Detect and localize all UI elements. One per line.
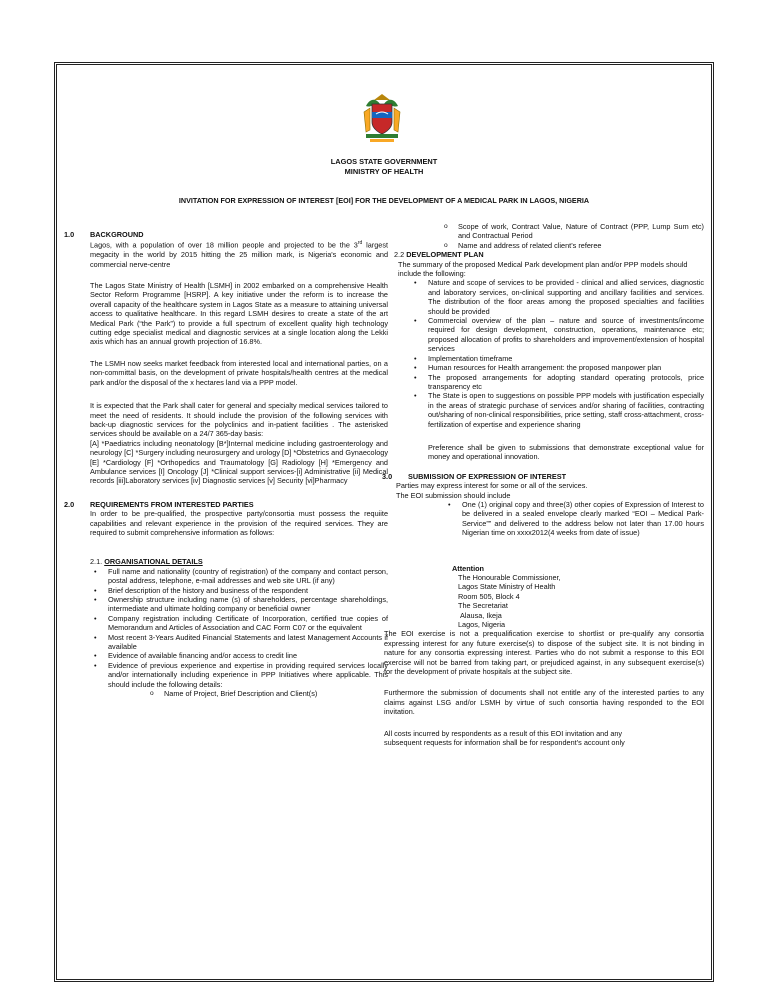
list-item: • Full name and nationality (country of registration) of the company and contact person, postal address, telephone, e-mail addresses and web site URL (if any) xyxy=(90,567,388,586)
section-heading: REQUIREMENTS FROM INTERESTED PARTIES xyxy=(90,499,254,509)
list-item: • Human resources for Health arrangement: the proposed manpower plan xyxy=(410,363,704,372)
list-item: • Implementation timeframe xyxy=(410,354,704,363)
paragraph: In order to be pre-qualified, the prospective party/consortia must possess the requiite capabilities and relevant experience in the provision of the required services. They are required to submit comprehensive information as follows: xyxy=(90,509,388,537)
paragraph: Parties may express interest for some or all of the services. xyxy=(396,481,588,491)
address-line: The Secretariat xyxy=(458,601,508,611)
list-item: • One (1) original copy and three(3) other copies of Expression of Interest to be delivered in a sealed envelope clearly marked “EOI – Medical Park-Service”” and delivered to the address below not later than 17.00 hours Nigerian time on xxxx2012(4 weeks from date of issue) xyxy=(444,500,704,538)
paragraph: Furthermore the submission of documents shall not entitle any of the interested parties to any claims against LSG and/or LSMH by virtue of such consortia having responded to the EOI invitation. xyxy=(384,688,704,717)
right-column xyxy=(384,222,704,748)
list-item: • Brief description of the history and business of the respondent xyxy=(90,586,388,595)
list-item: • Evidence of available financing and/or access to credit line xyxy=(90,651,388,660)
paragraph: The summary of the proposed Medical Park development plan and/or PPP models should include the following: xyxy=(398,259,688,279)
address-line: Alausa, Ikeja xyxy=(460,610,502,620)
address-line: Room 505, Block 4 xyxy=(458,591,520,601)
paragraph: The EOI exercise is not a prequalification exercise to shortlist or pre-qualify any consortia expressing interest for any future exercise(s) to dispose of the subject site. It is not binding in nature for any consortia expressing interest. Parties who do not submit a response to this EOI exercise will not be barred from taking part, or prejudiced against, in any subsequent exercise(s) for the development of private hospitals at the subject site. xyxy=(384,629,704,677)
paragraph: It is expected that the Park shall cater for general and specialty medical services tailored to meet the need of residents. It should include the provision of the following services with back-up diagnostic services for the polyclinics and in-patient facilities . The asterisked services should be available on a 24/7 365-day basis: xyxy=(90,401,388,439)
address-block xyxy=(396,564,704,630)
experience-details-list xyxy=(90,689,388,698)
section-background xyxy=(64,230,388,486)
lagos-state-crest-icon xyxy=(360,92,404,144)
organisational-details-list xyxy=(90,567,388,689)
subsection-heading: 2.2 DEVELOPMENT PLAN xyxy=(394,250,484,260)
list-item: • Most recent 3-Years Audited Financial Statements and latest Management Accounts if available xyxy=(90,633,388,652)
government-name: LAGOS STATE GOVERNMENT xyxy=(330,157,438,166)
list-item: • Commercial overview of the plan – nature and source of investments/income required for design development, construction, operations, maintenance etc; proposed allocation of profits to shareholders and improvement/extension of hospital services xyxy=(410,316,704,354)
paragraph: The EOI submission should include xyxy=(396,490,511,500)
paragraph: All costs incurred by respondents as a result of this EOI invitation and any subsequent requests for information shall be for respondent’s account only xyxy=(384,728,625,748)
list-item: o Name and address of related client’s referee xyxy=(442,241,704,250)
left-column xyxy=(64,222,388,698)
list-item: o Name of Project, Brief Description and Client(s) xyxy=(148,689,388,698)
list-item: • Evidence of previous experience and expertise in providing required services locally and/or internationally including experience in PPP Initiatives where applicable. This should include the following details: xyxy=(90,661,388,689)
section-number: 2.0 xyxy=(64,499,75,509)
subsection-heading: 2.1. ORGANISATIONAL DETAILS xyxy=(90,557,203,567)
preference-note: Preference shall be given to submissions that demonstrate exceptional value for money and operational innovation. xyxy=(428,442,704,462)
address-line: The Honourable Commissioner, xyxy=(458,573,561,582)
address-line: Lagos, Nigeria xyxy=(458,620,506,630)
paragraph: Lagos, with a population of over 18 million people and projected to be the 3rd largest megacity in the world by 2015 hitting the 25 million mark, is Nigeria's economic and commercial nerve-centre xyxy=(90,240,388,269)
section-requirements xyxy=(64,500,388,699)
submission-list xyxy=(396,500,704,538)
section-development-plan xyxy=(384,250,704,462)
section-heading: SUBMISSION OF EXPRESSION OF INTEREST xyxy=(408,471,567,481)
development-plan-list xyxy=(394,278,704,429)
section-heading: BACKGROUND xyxy=(90,230,144,239)
list-item: • The proposed arrangements for adopting standard operating protocols, price transparency etc xyxy=(410,373,704,392)
section-number: 1.0 xyxy=(64,230,75,239)
list-item: o Scope of work, Contract Value, Nature of Contract (PPP, Lump Sum etc) and Contractual Period xyxy=(442,222,704,241)
ministry-name: MINISTRY OF HEALTH xyxy=(344,167,424,176)
section-number: 3.0 xyxy=(382,471,393,481)
section-submission xyxy=(384,472,704,748)
paragraph: The LSMH now seeks market feedback from interested local and international parties, on a non-committal basis, on the development of private hospitals/health centres at the medical park and/or the disposal of the x hectares land via a PPP model. xyxy=(90,358,388,387)
document-title: INVITATION FOR EXPRESSION OF INTEREST [EOI] FOR THE DEVELOPMENT OF A MEDICAL PARK IN LAGOS, NIGERIA xyxy=(178,196,590,205)
list-item: • Company registration including Certificate of Incorporation, certified true copies of Memorandum and Articles of Association and CAC Form C07 or the equivalent xyxy=(90,614,388,633)
list-item: • The State is open to suggestions on possible PPP models with justification especially in the areas of strategic purchase of services and/or sharing of facilities, contracting out/sharing of non-clinical responsibilities, price setting, staff cross-attachment, cross-fertilization of expertise and experience sharing xyxy=(410,391,704,429)
experience-details-list-cont xyxy=(384,222,704,250)
list-item: • Nature and scope of services to be provided - clinical and allied services, diagnostic and laboratory services, on-clinical supporting and ancillary facilities and services. The distribution of the floor areas among the proposed specialties and facilities should be provided xyxy=(410,278,704,316)
address-line: Lagos State Ministry of Health xyxy=(458,582,556,592)
paragraph: The Lagos State Ministry of Health [LSMH] in 2002 embarked on a comprehensive Health Sector Reform Programme [HSRP]. A key initiative under the reform is to increase the overall capacity of the healthcare system in Lagos State as a measure to attaining universal access to qualitative healthcare. In this regard LSMH desires to create a state of the art Medical Park (“the Park”) to provide a full spectrum of excellent quality high technology cutting edge specialist medical and diagnostic services at a single location along the Lekki axis which has an annual growth projection of 16.8%. xyxy=(90,281,388,347)
attention-label: Attention xyxy=(452,563,485,573)
services-list-text: [A] *Paediatrics including neonatology [B*]Internal medicine including gastroenterology and neurology [C] *Surgery including neurosurgery and urology [D] *Obstetrics and Gynaecology [E] *Cardiology [F] *Orthopedics and Traumatology [G] Radiology [H] *Emergency and Ambulance services [I] Oncology [J] *Clinical support services-[i] Administrative [ii] Medical records [iii]Laboratory services [iv] Diagnostic services [v] Security [vi]Pharmacy xyxy=(90,438,388,486)
list-item: • Ownership structure including name (s) of shareholders, percentage shareholdings, intermediate and ultimate holding company or beneficial owner xyxy=(90,595,388,614)
